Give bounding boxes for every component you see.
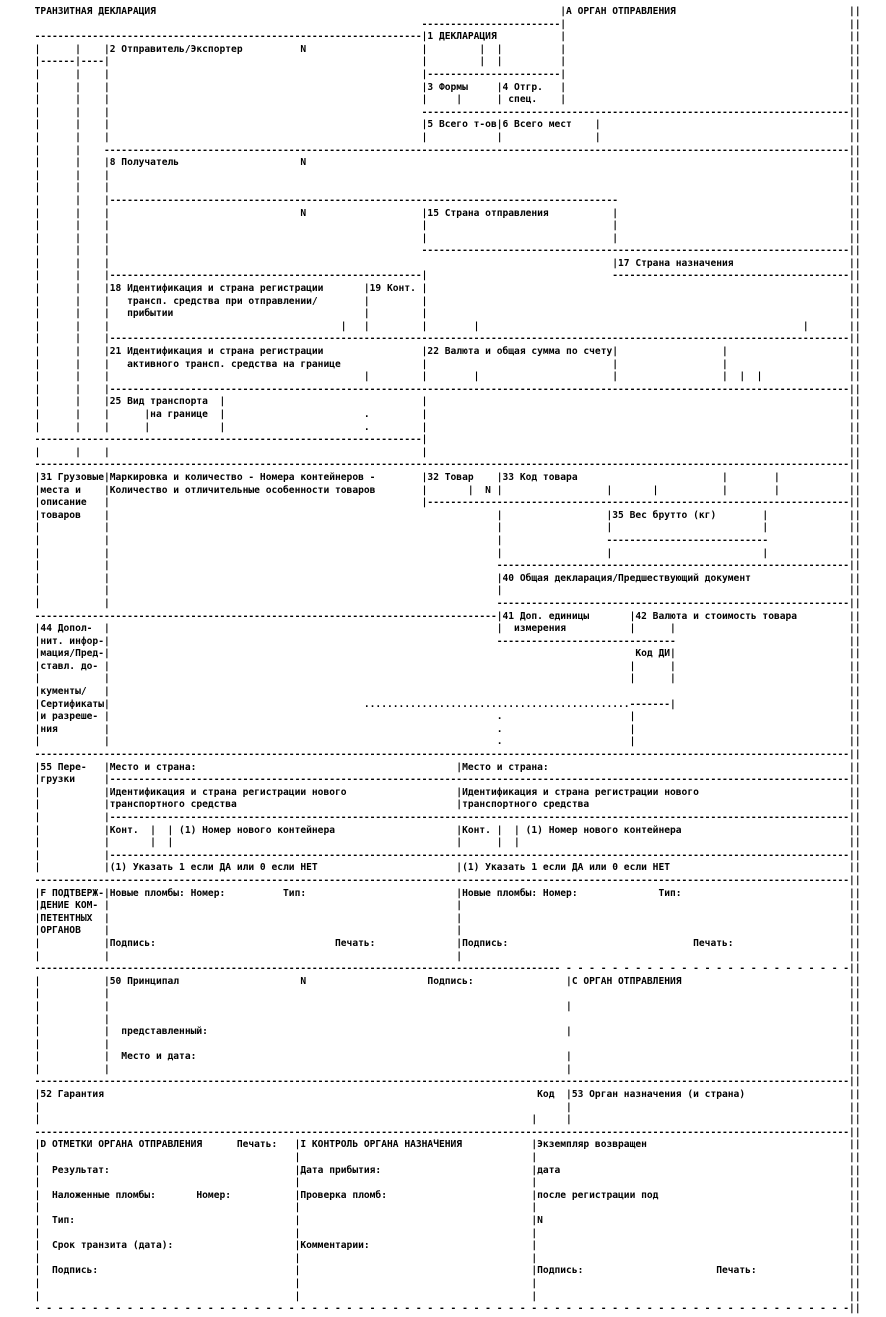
form-row: | | |2 Отправитель/Экспортер N | | | | || — [0, 43, 861, 55]
form-row: | | | ---------------------------- || — [0, 534, 861, 546]
form-row: | | |------------------------------------------------------| -----------------------------------------|| — [0, 270, 861, 282]
form-row: ---------------------------------------------------------------------------------------------------------------------------------------------|| — [0, 1126, 861, 1138]
form-row: | | | | | | | || — [0, 837, 861, 849]
form-row: | Тип: | |N || — [0, 1215, 861, 1226]
form-row: | Подпись: | |Подпись: Печать: || — [0, 1265, 861, 1277]
form-row: | | || — [0, 1013, 861, 1025]
form-row: | |Подпись: Печать: |Подпись: Печать: || — [0, 937, 861, 949]
form-row: | Наложенные пломбы: Номер: |Проверка пломб: |после регистрации под || — [0, 1189, 861, 1201]
form-row: | | || — [0, 1038, 861, 1050]
form-row: | | | |5 Всего т-ов|6 Всего мест | || — [0, 119, 861, 131]
form-row: | | | прибытии | | || — [0, 308, 861, 320]
form-row: | | | || — [0, 950, 861, 962]
form-row: | Результат: |Дата прибытия: |дата || — [0, 1164, 861, 1176]
form-row: |ОРГАНОВ | | || — [0, 925, 861, 937]
form-row: | | |---------------------------------------------------------------------------------------- || — [0, 194, 861, 206]
form-row: |ДЕНИЕ КОМ- | | || — [0, 900, 861, 912]
form-row: |мация/Пред-| Код ДИ| || — [0, 648, 861, 660]
form-row: | | | | | || — [0, 232, 861, 244]
form-row: | |(1) Указать 1 если ДА или 0 если НЕТ |(1) Указать 1 если ДА или 0 если НЕТ || — [0, 862, 861, 874]
form-row: - - - - - - - - - - - - - - - - - - - - - - - - - - - - - - - - - - - - - - - - - - - - - - - - - - - - - - - - - - - - - - - - - - - - - - -|| — [0, 1303, 861, 1315]
form-row: |ния | . | || — [0, 723, 861, 735]
form-row: | | | || — [0, 1114, 861, 1126]
form-row: | | | || — [0, 1252, 861, 1264]
form-row: | | | N |15 Страна отправления | || — [0, 207, 861, 219]
form-row: | | | трансп. средства при отправлении/ | | || — [0, 295, 861, 307]
form-row: | | | || — [0, 1177, 861, 1189]
form-row: | | || — [0, 988, 861, 1000]
form-row: |D ОТМЕТКИ ОРГАНА ОТПРАВЛЕНИЯ Печать: |I КОНТРОЛЬ ОРГАНА НАЗНАЧЕНИЯ |Экземпляр возвращен || — [0, 1139, 861, 1151]
form-row: | | | активного трансп. средства на границе | | | || — [0, 358, 861, 370]
form-row: |ПЕТЕНТНЫХ | | || — [0, 912, 861, 924]
form-row: | | | | | || — [0, 220, 861, 232]
form-row: | |Идентификация и страна регистрации нового |Идентификация и страна регистрации нового || — [0, 786, 861, 798]
form-row: -------------------------------------------------------------------| || — [0, 434, 861, 446]
form-row: | | |40 Общая декларация/Предшествующий документ || — [0, 572, 861, 584]
form-row: | | | || — [0, 1202, 861, 1214]
form-row: ---------------------------------------------------------------------------------------------------------------------------------------------|| — [0, 874, 861, 886]
form-row: |31 Грузовые|Маркировка и количество - Номера контейнеров - |32 Товар |33 Код товара | | || — [0, 471, 861, 483]
form-row: |нит. инфор-| ------------------------------- || — [0, 635, 861, 647]
form-row: | | | | | | || — [0, 131, 861, 143]
form-row: | | | || — [0, 182, 861, 194]
form-row: | | | |-----------------------| || — [0, 68, 861, 80]
form-row: | | | | || — [0, 673, 861, 685]
form-row: | | . | || — [0, 736, 861, 748]
form-row: | | | | | | спец. | || — [0, 94, 861, 106]
form-row: -------------------------------------------------------------------|1 ДЕКЛАРАЦИЯ | || — [0, 31, 861, 43]
form-row: |52 Гарантия Код |53 Орган назначения (и страна) || — [0, 1089, 861, 1101]
form-row: |ставл. до- | | | || — [0, 660, 861, 672]
form-row: ---------------------------------------------------------------------------------------------------------------------------------------------|| — [0, 1076, 861, 1088]
form-row: | | | | | | | | || — [0, 320, 861, 332]
form-row: |места и |Количество и отличительные особенности товаров | | N | | | | | || — [0, 484, 861, 496]
form-row: | | | --------------------------------------------------------------------------|| — [0, 245, 861, 257]
form-row: |и разреше- | . | || — [0, 711, 861, 723]
form-row: | | || — [0, 1101, 861, 1113]
form-row: | | | || — [0, 1277, 861, 1289]
form-row: | | | || — [0, 1000, 861, 1012]
form-row: |описание | |-------------------------------------------------------------------------|| — [0, 497, 861, 509]
form-row: | |транспортного средства |транспортного средства || — [0, 799, 861, 811]
form-row: | | | |3 Формы |4 Отгр. | || — [0, 81, 861, 93]
form-row: --------------------------------------------------------------------------------|41 Доп. единицы |42 Валюта и стоимость товара || — [0, 610, 861, 622]
form-row: | | | --------------------------------------------------------------------------|| — [0, 106, 861, 118]
form-row: | | | | | || — [0, 547, 861, 559]
form-row: | | ---------------------------------------------------------------------------------------------------------------------------------|| — [0, 144, 861, 156]
form-row: |------|----| | | | | || — [0, 56, 861, 68]
form-row: ТРАНЗИТНАЯ ДЕКЛАРАЦИЯ |А ОРГАН ОТПРАВЛЕНИЯ || — [0, 6, 861, 17]
form-row: ------------------------------------------------------------------------------------------- - - - - - - - - - - - - - - - - - - - - - - - - -|| — [0, 963, 861, 975]
form-row: | | |--------------------------------------------------------------------------------------------------------------------------------|| — [0, 333, 861, 345]
form-row: | Срок транзита (дата): |Комментарии: | || — [0, 1240, 861, 1252]
form-row: |Сертификаты| ..............................................-------| || — [0, 698, 861, 710]
form-row: | |50 Принципал N Подпись: |C ОРГАН ОТПРАВЛЕНИЯ || — [0, 975, 861, 987]
form-row: | | | |17 Страна назначения || — [0, 257, 861, 269]
form-row: | | | | | | | | | | || — [0, 371, 861, 383]
form-row: | | Место и дата: | || — [0, 1051, 861, 1063]
form-row: | | | | | || — [0, 522, 861, 534]
form-row: | |Конт. | | (1) Номер нового контейнера |Конт. | | (1) Номер нового контейнера || — [0, 824, 861, 836]
form-row: ------------------------| || — [0, 18, 861, 30]
form-row: |44 Допол- | | измерения | | || — [0, 623, 861, 635]
form-row: | | | || — [0, 1290, 861, 1302]
form-row: |товаров | | |35 Вес брутто (кг) | || — [0, 509, 861, 521]
form-row: | | | | | . | || — [0, 421, 861, 433]
form-row: |кументы/ | || — [0, 686, 861, 698]
form-row: | | |8 Получатель N || — [0, 157, 861, 169]
form-row: | | | |на границе | . | || — [0, 409, 861, 420]
form-row: | | |18 Идентификация и страна регистрации |19 Конт. | || — [0, 283, 861, 295]
form-row: ---------------------------------------------------------------------------------------------------------------------------------------------|| — [0, 749, 861, 761]
form-row: | | |--------------------------------------------------------------------------------------------------------------------------------|| — [0, 383, 861, 395]
form-row: | | | || — [0, 1063, 861, 1075]
form-row: |грузки |--------------------------------------------------------------------------------------------------------------------------------|| — [0, 774, 861, 786]
form-row: | | |25 Вид транспорта | | || — [0, 396, 861, 408]
form-row: | |--------------------------------------------------------------------------------------------------------------------------------|| — [0, 849, 861, 861]
form-row: | | -------------------------------------------------------------|| — [0, 597, 861, 609]
form-row: | | | || — [0, 1152, 861, 1164]
form-row: | | представленный: | || — [0, 1026, 861, 1038]
form-row: | | | | || — [0, 446, 861, 458]
form-row: |F ПОДТВЕРЖ-|Новые пломбы: Номер: Тип: |Новые пломбы: Номер: Тип: || — [0, 887, 861, 899]
form-row: | |--------------------------------------------------------------------------------------------------------------------------------|| — [0, 812, 861, 823]
form-row: | | | || — [0, 1227, 861, 1239]
form-row: | | -------------------------------------------------------------|| — [0, 560, 861, 572]
form-row: | | | || — [0, 169, 861, 181]
form-row: | | |21 Идентификация и страна регистрации |22 Валюта и общая сумма по счету| | || — [0, 346, 861, 358]
form-row: ---------------------------------------------------------------------------------------------------------------------------------------------|| — [0, 459, 861, 471]
form-row: |55 Пере- |Место и страна: |Место и страна: || — [0, 761, 861, 773]
form-row: | | | || — [0, 585, 861, 597]
